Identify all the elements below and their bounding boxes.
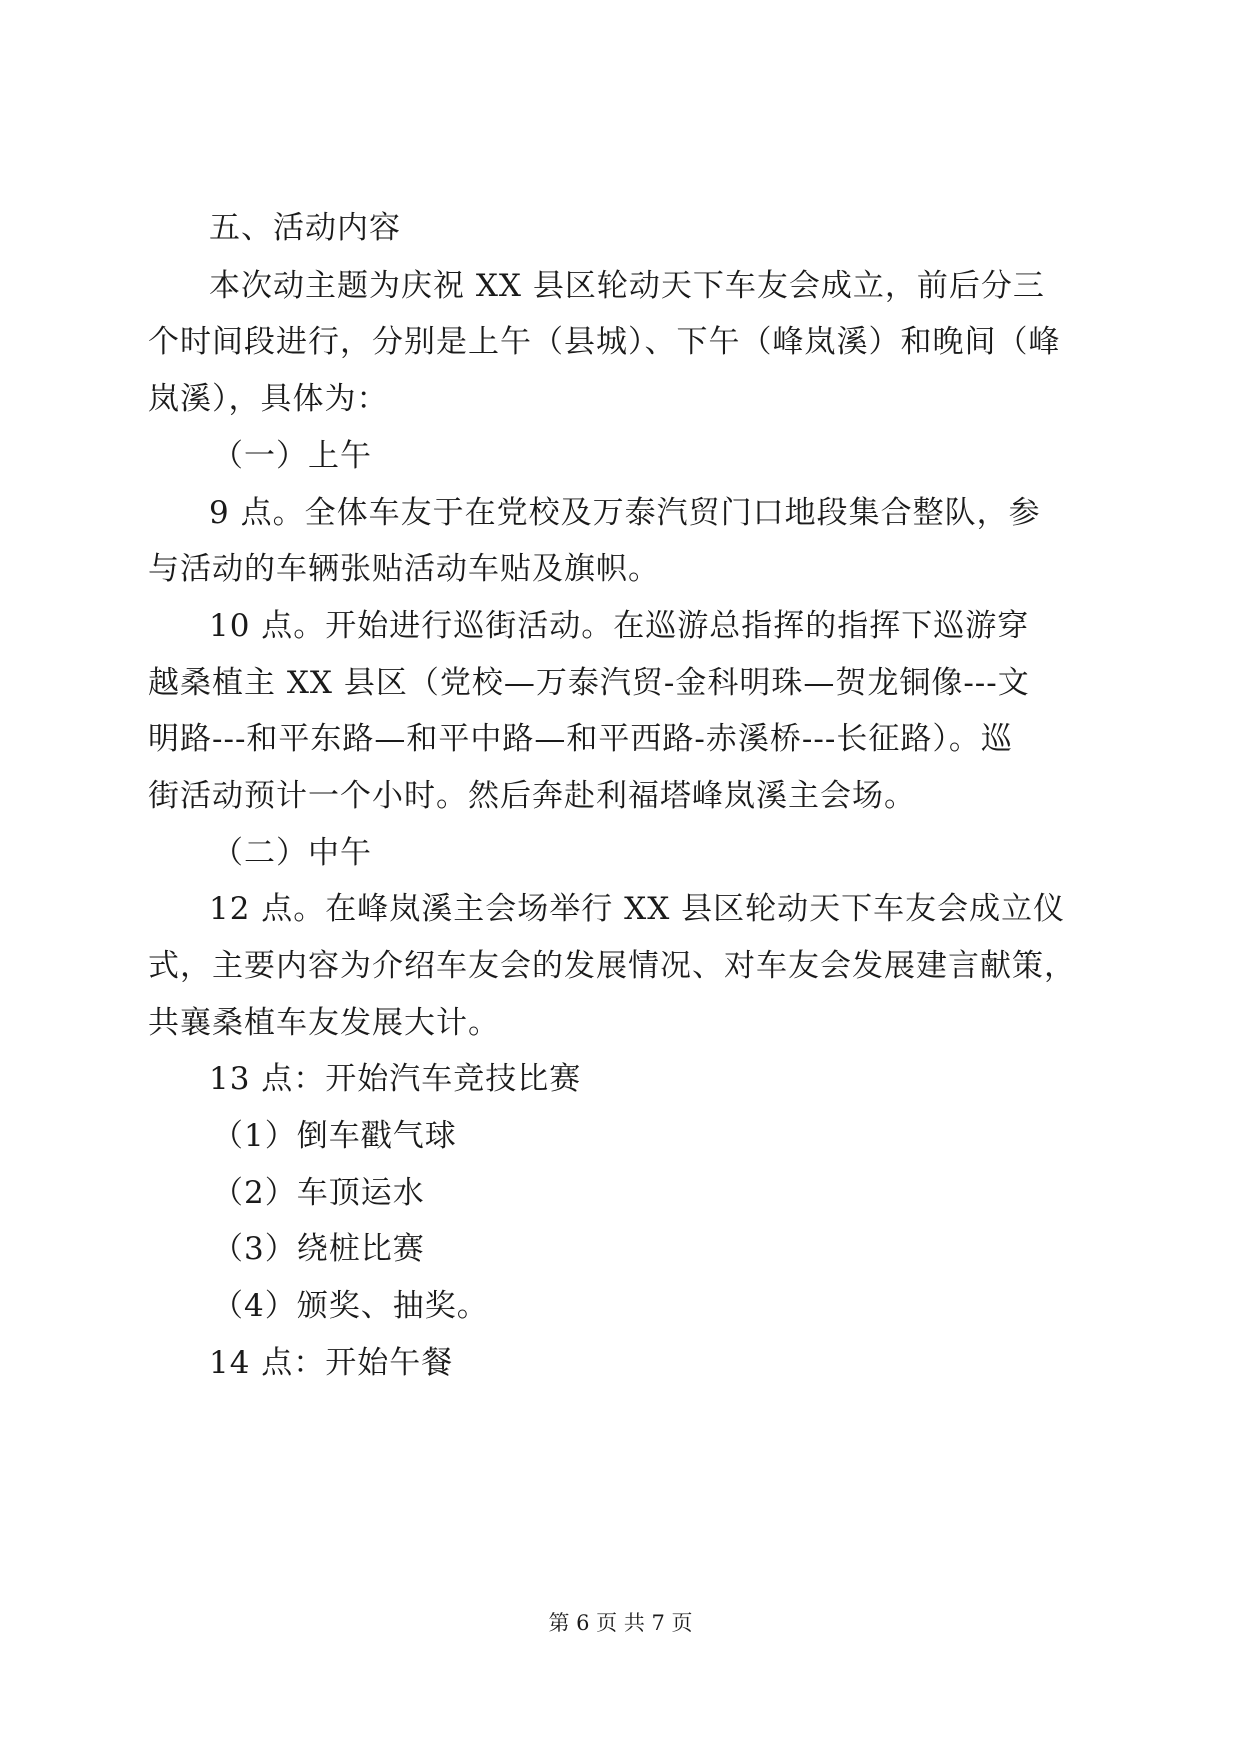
body-line: 本次动主题为庆祝 XX 县区轮动天下车友会成立，前后分三: [209, 268, 1045, 304]
body-line: 式，主要内容为介绍车友会的发展情况、对车友会发展建言献策，: [148, 948, 1076, 984]
body-line: 岚溪），具体为：: [148, 381, 389, 417]
list-item: （3）绕桩比赛: [212, 1231, 425, 1267]
body-line: 9 点。全体车友于在党校及万泰汽贸门口地段集合整队，参: [209, 495, 1041, 531]
body-line: 街活动预计一个小时。然后奔赴利福塔峰岚溪主会场。: [148, 778, 916, 814]
body-line: 与活动的车辆张贴活动车贴及旗帜。: [148, 551, 660, 587]
body-line: 明路---和平东路—和平中路—和平西路-赤溪桥---长征路）。巡: [148, 721, 1013, 757]
body-line: 10 点。开始进行巡街活动。在巡游总指挥的指挥下巡游穿: [209, 608, 1030, 644]
body-line: 14 点：开始午餐: [209, 1345, 454, 1381]
list-item: （4）颁奖、抽奖。: [212, 1288, 489, 1324]
body-line: 12 点。在峰岚溪主会场举行 XX 县区轮动天下车友会成立仪: [209, 891, 1066, 927]
page-number-footer: 第 6 页 共 7 页: [548, 1611, 693, 1635]
section-heading: 五、活动内容: [209, 210, 401, 246]
subsection-heading: （二）中午: [212, 835, 372, 871]
body-line: 13 点：开始汽车竞技比赛: [209, 1061, 582, 1097]
list-item: （1）倒车戳气球: [212, 1118, 457, 1154]
subsection-heading: （一）上午: [212, 438, 372, 474]
body-line: 个时间段进行，分别是上午（县城）、下午（峰岚溪）和晚间（峰: [148, 324, 1061, 360]
body-line: 越桑植主 XX 县区（党校—万泰汽贸-金科明珠—贺龙铜像---文: [148, 665, 1030, 701]
list-item: （2）车顶运水: [212, 1175, 425, 1211]
body-line: 共襄桑植车友发展大计。: [148, 1005, 500, 1041]
